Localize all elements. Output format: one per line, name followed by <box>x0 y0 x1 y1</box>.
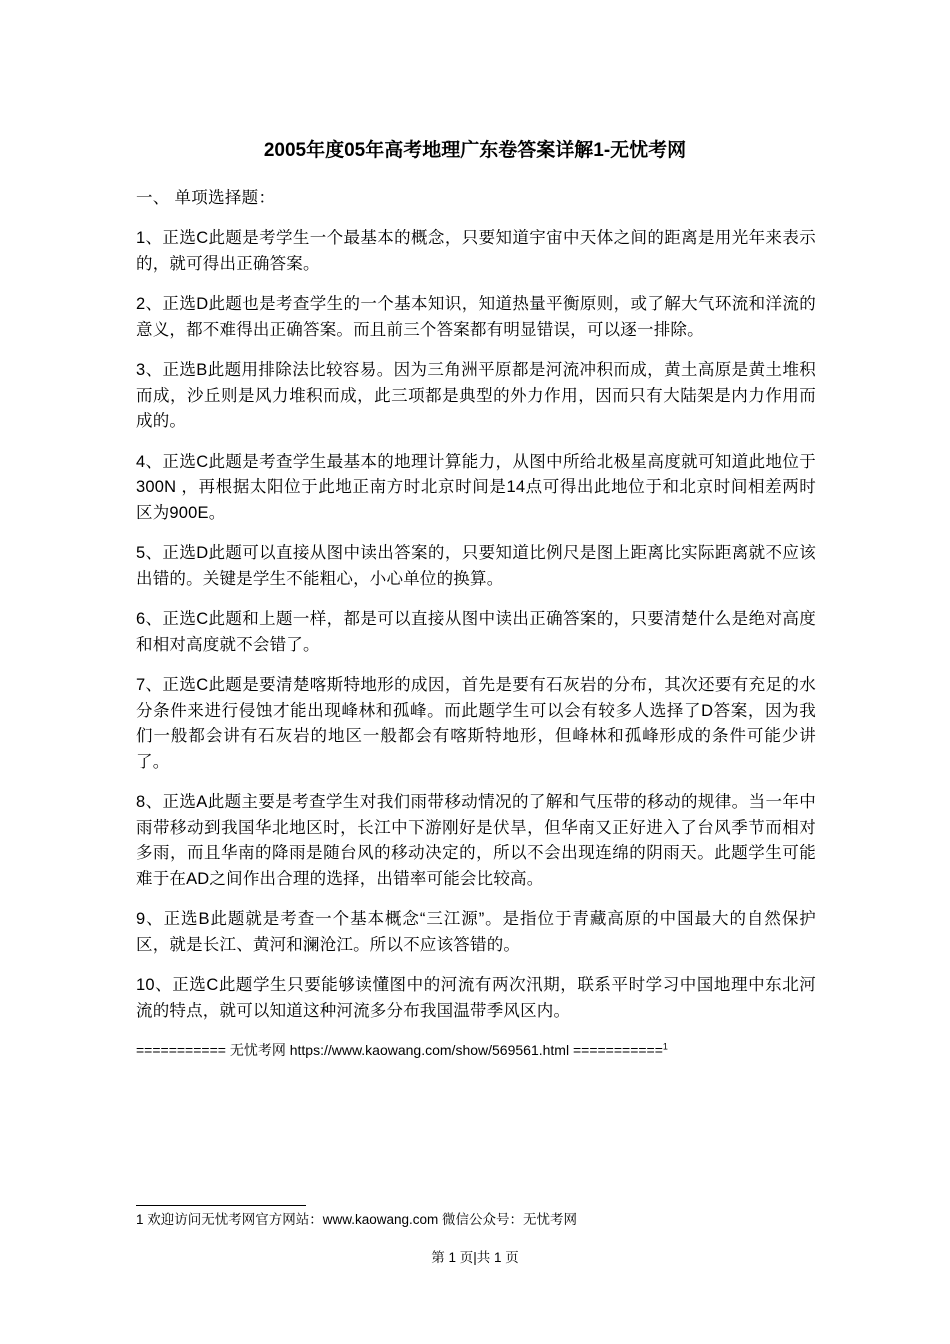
footnote: 1 欢迎访问无忧考网官方网站：www.kaowang.com 微信公众号：无忧考网 <box>136 1212 578 1227</box>
answer-paragraph-1: 1、正选C此题是考学生一个最基本的概念，只要知道宇宙中天体之间的距离是用光年来表示的，就可得出正确答案。 <box>136 229 816 273</box>
answer-paragraph-7: 7、正选C此题是要清楚喀斯特地形的成因，首先是要有石灰岩的分布，其次还要有充足的水分条件来进行侵蚀才能出现峰林和孤峰。而此题学生可以会有较多人选择了D答案，因为我们一般都会讲有石灰岩的地区一般都会有喀斯特地形，但峰林和孤峰形成的条件可能少讲了。 <box>136 676 816 771</box>
answer-paragraph-2: 2、正选D此题也是考查学生的一个基本知识，知道热量平衡原则，或了解大气环流和洋流的意义，都不难得出正确答案。而且前三个答案都有明显错误，可以逐一排除。 <box>136 295 816 339</box>
footnote-marker: 1 <box>662 1041 668 1052</box>
section-heading: 一、 单项选择题： <box>136 189 276 207</box>
answer-paragraph-4: 4、正选C此题是考查学生最基本的地理计算能力，从图中所给北极星高度就可知道此地位于300N ，再根据太阳位于此地正南方时北京时间是14点可得出此地位于和北京时间相差两时区为900E。 <box>136 452 816 522</box>
answer-paragraph-8: 8、正选A此题主要是考查学生对我们雨带移动情况的了解和气压带的移动的规律。当一年中雨带移动到我国华北地区时，长江中下游刚好是伏旱，但华南又正好进入了台风季节而相对多雨，而且华南的降雨是随台风的移动决定的，所以不会出现连绵的阴雨天。此题学生可能难于在AD之间作出合理的选择，出错率可能会比较高。 <box>136 793 816 888</box>
source-link-line <box>136 1039 816 1061</box>
source-link-text[interactable]: =========== 无忧考网 https://www.kaowang.com/show/569561.html =========== <box>136 1042 663 1058</box>
answer-paragraph-3: 3、正选B此题用排除法比较容易。因为三角洲平原都是河流冲积而成，黄土高原是黄土堆积而成，沙丘则是风力堆积而成，此三项都是典型的外力作用，因而只有大陆架是内力作用而成的。 <box>136 361 816 430</box>
document-title: 2005年度05年高考地理广东卷答案详解1-无忧考网 <box>263 140 687 161</box>
answer-paragraph-9: 9、正选B此题就是考查一个基本概念“三江源”。是指位于青藏高原的中国最大的自然保护区，就是长江、黄河和澜沧江。所以不应该答错的。 <box>136 910 816 954</box>
answer-paragraph-5: 5、正选D此题可以直接从图中读出答案的，只要知道比例尺是图上距离比实际距离就不应该出错的。关键是学生不能粗心，小心单位的换算。 <box>136 544 816 588</box>
answer-paragraph-6: 6、正选C此题和上题一样，都是可以直接从图中读出正确答案的，只要清楚什么是绝对高度和相对高度就不会错了。 <box>136 610 816 654</box>
document-body <box>136 186 816 1061</box>
page-number-footer: 第 1 页|共 1 页 <box>431 1250 519 1265</box>
answer-paragraph-10: 10、正选C此题学生只要能够读懂图中的河流有两次汛期，联系平时学习中国地理中东北河流的特点，就可以知道这种河流多分布我国温带季风区内。 <box>136 976 816 1020</box>
footnote-separator <box>136 1205 306 1206</box>
